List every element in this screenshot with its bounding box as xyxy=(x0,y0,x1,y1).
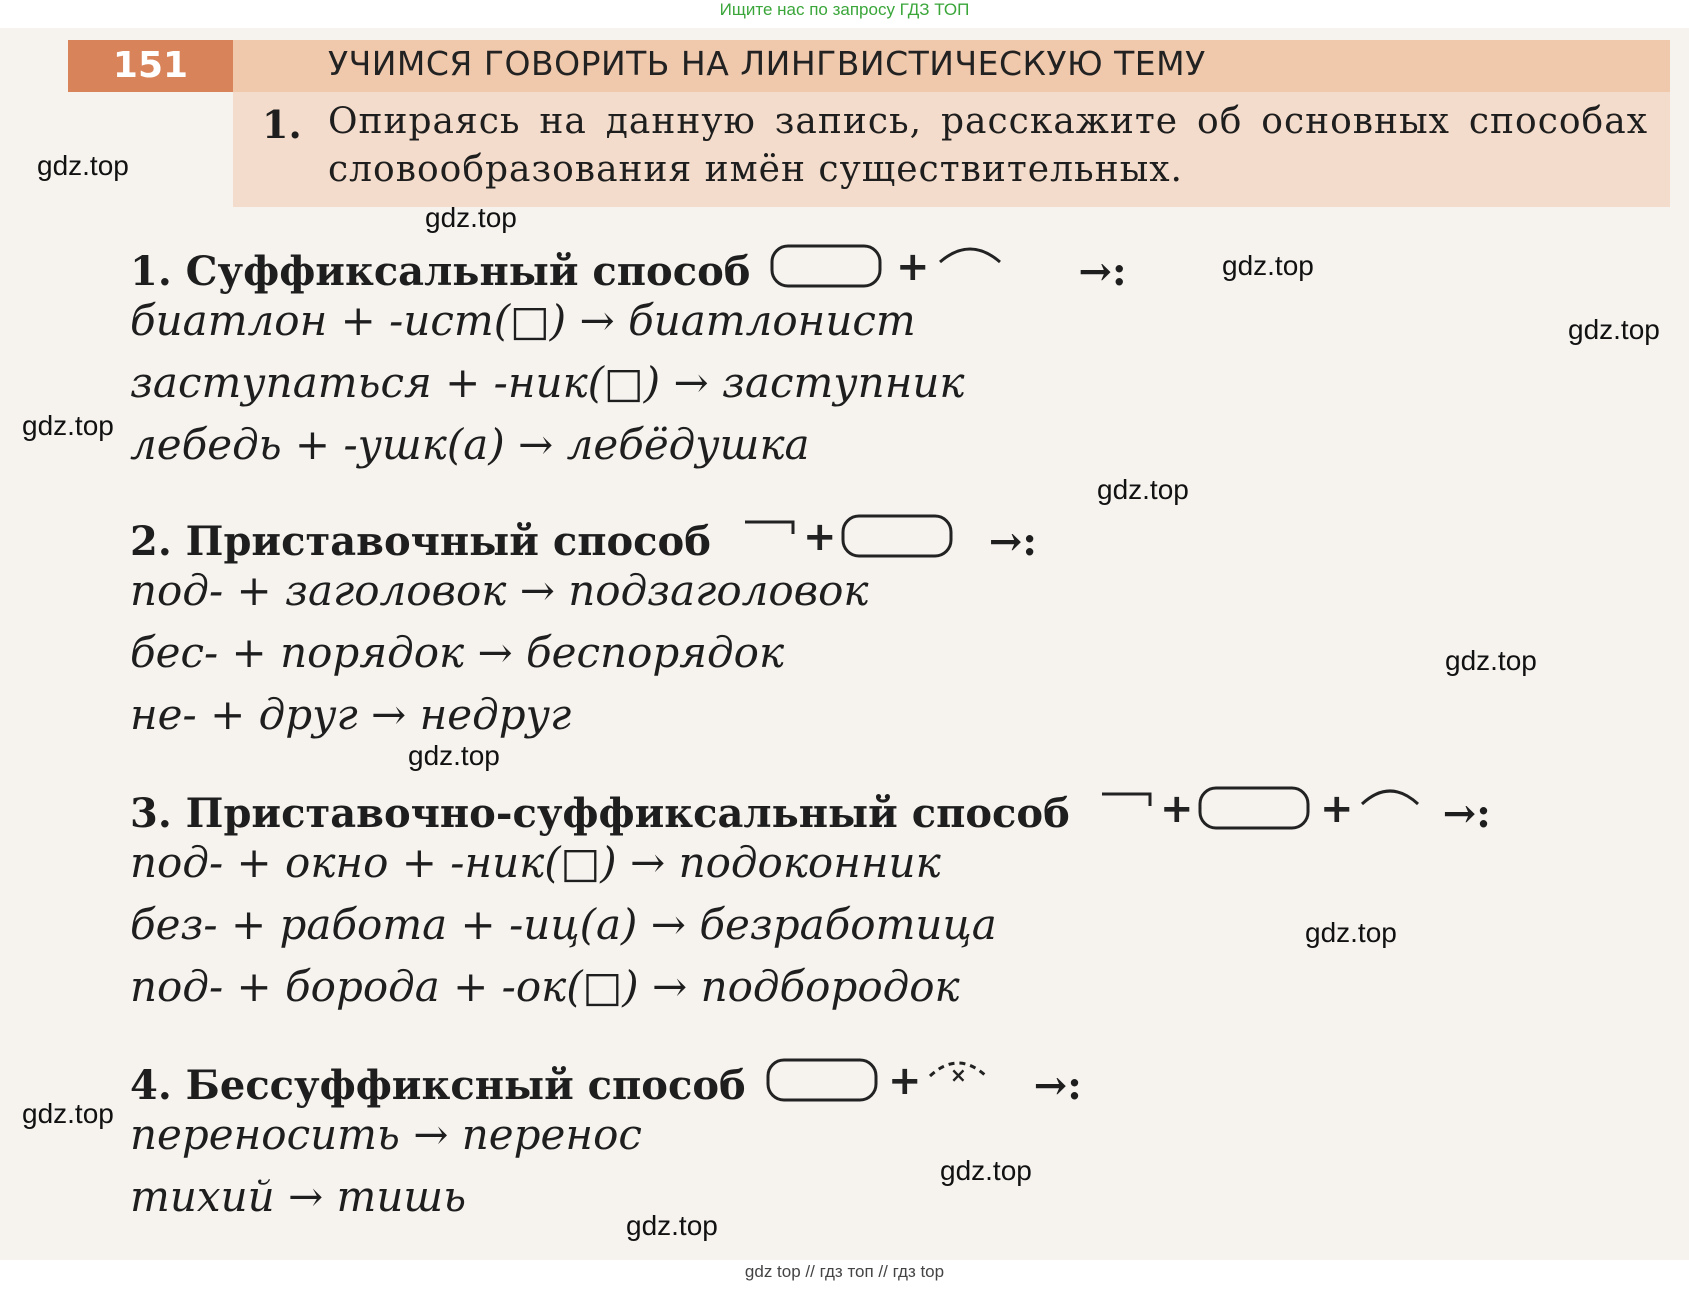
section-title: 2. Приставочный способ xyxy=(130,518,711,565)
watermark: gdz.top xyxy=(1305,917,1397,948)
watermark: gdz.top xyxy=(22,1098,114,1129)
example-text: переносить → перенос xyxy=(130,1110,642,1159)
section-title: 4. Бессуффиксный способ xyxy=(130,1062,746,1109)
watermark: gdz.top xyxy=(1568,314,1660,345)
scheme-arrow: →: xyxy=(1078,248,1127,295)
example-row xyxy=(130,420,810,469)
svg-text:+: + xyxy=(802,514,837,560)
prefix-scheme-icon xyxy=(725,508,975,563)
footer-links[interactable]: gdz top // гдз топ // гдз top xyxy=(744,1262,945,1281)
scheme-arrow: →: xyxy=(1033,1062,1082,1109)
watermark: gdz.top xyxy=(940,1155,1032,1186)
example-row xyxy=(130,1110,642,1159)
example-text: бес- + порядок → беспорядок xyxy=(130,628,785,677)
scheme-arrow: →: xyxy=(1442,790,1491,837)
example-row xyxy=(130,962,960,1011)
example-text: тихий → тишь xyxy=(130,1172,467,1221)
example-row xyxy=(130,900,997,949)
section-heading-zero-suffix xyxy=(130,1044,1082,1109)
example-row xyxy=(130,690,571,739)
watermark: gdz.top xyxy=(425,202,517,233)
example-text: без- + работа + -иц(а) → безработица xyxy=(130,900,997,949)
watermark: gdz.top xyxy=(22,410,114,441)
section-heading-prefix xyxy=(130,500,1037,565)
example-text: под- + борода + -ок(□) → подбородок xyxy=(130,962,960,1011)
watermark: gdz.top xyxy=(37,150,129,181)
example-text: под- + окно + -ник(□) → подоконник xyxy=(130,838,941,887)
svg-text:×: × xyxy=(949,1063,967,1087)
watermark: gdz.top xyxy=(1222,250,1314,281)
section-heading-prefix-suffix xyxy=(130,772,1491,837)
example-row xyxy=(130,628,784,677)
watermark: gdz.top xyxy=(1097,474,1189,505)
example-row xyxy=(130,358,965,407)
watermark: gdz.top xyxy=(626,1210,718,1241)
header-title: УЧИМСЯ ГОВОРИТЬ НА ЛИНГВИСТИЧЕСКУЮ ТЕМУ xyxy=(328,44,1206,83)
section-title: 3. Приставочно-суффиксальный способ xyxy=(130,790,1070,837)
svg-text:+: + xyxy=(1319,786,1354,832)
example-text: заступаться + -ник(□) → заступник xyxy=(130,358,965,407)
scheme-arrow: →: xyxy=(988,518,1038,565)
svg-text:+: + xyxy=(887,1058,922,1104)
example-row xyxy=(130,566,869,615)
exercise-number: 151 xyxy=(68,40,233,92)
example-row xyxy=(130,296,916,345)
example-text: биатлон + -ист(□) → биатлонист xyxy=(130,296,916,345)
top-search-link[interactable]: Ищите нас по запросу ГДЗ ТОП xyxy=(719,0,970,19)
example-row xyxy=(130,1172,466,1221)
svg-text:+: + xyxy=(1159,786,1194,832)
section-heading-suffix xyxy=(130,230,1127,295)
prefix-suffix-scheme-icon xyxy=(1084,780,1429,835)
zero-suffix-scheme-icon xyxy=(760,1052,1020,1107)
section-title: 1. Суффиксальный способ xyxy=(130,248,751,295)
task-number: 1. xyxy=(262,102,302,147)
suffix-scheme-icon xyxy=(764,238,1064,293)
example-text: лебедь + -ушк(а) → лебёдушка xyxy=(130,420,810,469)
svg-text:+: + xyxy=(896,244,930,290)
task-text: Опираясь на данную запись, расскажите об основных способах словообразования имён существительных. xyxy=(328,101,1648,190)
watermark: gdz.top xyxy=(408,740,500,771)
example-row xyxy=(130,838,941,887)
example-text: не- + друг → недруг xyxy=(130,690,572,739)
watermark: gdz.top xyxy=(1445,645,1537,676)
example-text: под- + заголовок → подзаголовок xyxy=(130,566,869,615)
